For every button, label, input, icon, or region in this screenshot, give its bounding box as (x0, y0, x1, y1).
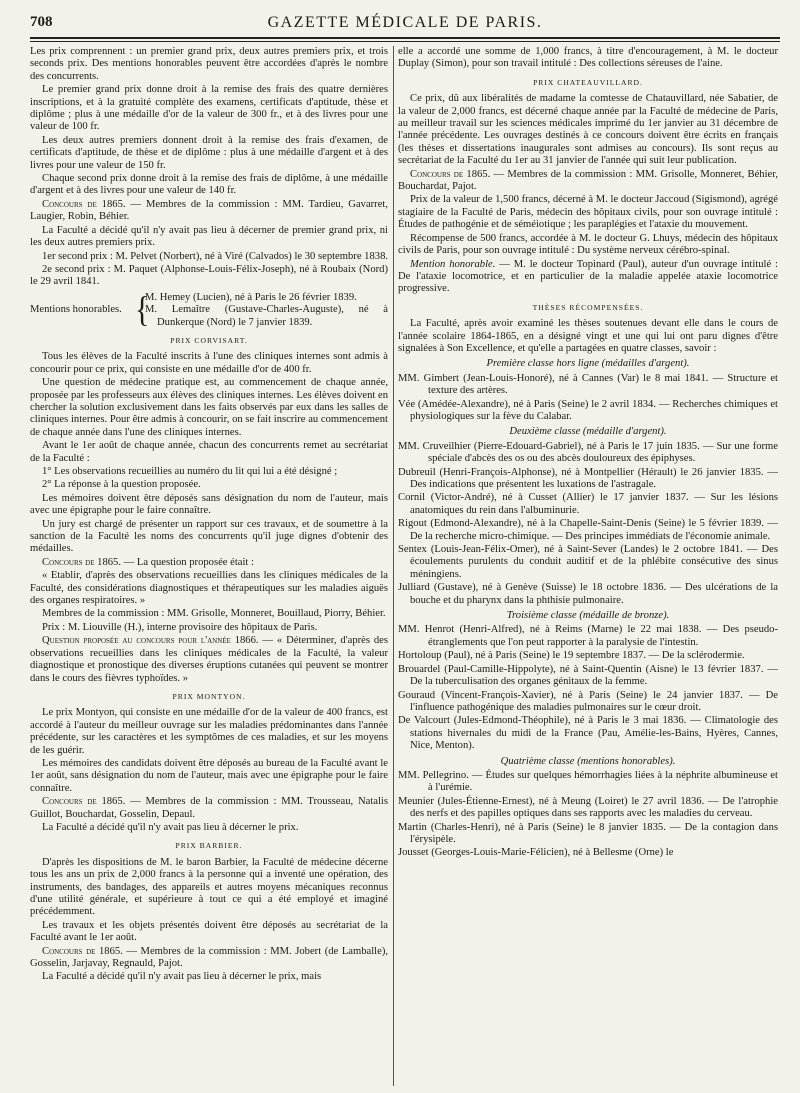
mention-item: M. Lemaître (Gustave-Charles-Auguste), né à Dunkerque (Nord) le 7 janvier 1839. (145, 304, 388, 328)
paragraph: D'après les dispositions de M. le baron Barbier, la Faculté de médecine décerne tous les ans un prix de 2,000 francs à la personne qui a inventé une opération, des instruments, des bandages, des appareils et autres moyens mécaniques reconnus d'une utilité générale, et supérieure à tout ce qui a été employé et imaginé précédemment. (30, 856, 388, 918)
paragraph: Le premier grand prix donne droit à la remise des frais des quatre dernières inscriptions, et à la gratuité complète des examens, certificats d'aptitude, thèse et diplôme ; plus à une médaille d'or de la valeur de 300 fr., et à des livres pour une valeur de 100 fr. (30, 84, 388, 133)
section-heading: PRIX BARBIER. (175, 841, 243, 851)
header-rule (30, 37, 780, 39)
paragraph: Récompense de 500 francs, accordée à M. le docteur G. Lhuys, médecin des hôpitaux civils de Paris, pour son ouvrage intitulé : Du système nerveux cérébro-spinal. (398, 232, 778, 257)
thesis-entry: Rigout (Edmond-Alexandre), né à la Chapelle-Saint-Denis (Seine) le 5 février 1839. — De la recherche micro-chimique. — Des principes immédiats de l'économie animale. (398, 518, 778, 542)
paragraph: Avant le 1er août de chaque année, chacun des concurrents remet au secrétariat de la Faculté : (30, 440, 388, 464)
thesis-entry: MM. Henrot (Henri-Alfred), né à Reims (Marne) le 22 mai 1838. — Des pseudo-étranglements que l'on peut rapporter à la paralysie de l'intestin. (398, 624, 778, 648)
paragraph: Les deux autres premiers donnent droit à la remise des frais d'examen, de certificats d'aptitude, de thèse et de diplôme : plus à une médaille d'argent et à des livres pour une valeur de 150 fr. (30, 134, 388, 171)
paragraph: Une question de médecine pratique est, au commencement de chaque année, proposée par les professeurs aux élèves des cliniques internes. Les élèves doivent en chercher la solution exclusivement dans les faits observés par eux dans les salles de cliniques internes. Pour être admis à concourir, on se fait inscrire au commencement de chaque année dans l'une des cliniques internes. (30, 377, 388, 438)
lead-label: Mention honorable. (410, 258, 496, 270)
lead-label: Concours de 1865. (42, 198, 126, 210)
paragraph: Prix de la valeur de 1,500 francs, décerné à M. le docteur Jaccoud (Sigismond), agrégé stagiaire de la Faculté de Paris, médecin des hôpitaux civils, pour son ouvrage intitulé : Études de pathogénie et de séméiotique ; les paraplégies et l'ataxie du mouvement. (398, 194, 778, 231)
paragraph-text: — Membres de la commission : MM. Tardieu, Gavarret, Laugier, Robin, Béhier. (30, 198, 388, 223)
mention-item: M. Hemey (Lucien), né à Paris le 26 février 1839. (145, 291, 357, 303)
paragraph: Ce prix, dû aux libéralités de madame la comtesse de Chatauvillard, née Sabatier, de la valeur de 2,000 francs, est décerné chaque année par la Faculté de médecine de Paris, au meilleur travail sur les sciences médicales imprimé du 1er janvier au 31 décembre de l'année précédente. Les ouvrages destinés à ce concours doivent être écrits en français (les thèses et dissertations inaugurales sont admises au concours). Ils sont reçus au secrétariat de la Faculté du 1er au 31 janvier de l'année qui suit leur publication. (398, 93, 778, 167)
class-heading: Troisième classe (médaille de bronze). (506, 610, 670, 622)
thesis-entry: MM. Gimbert (Jean-Louis-Honoré), né à Cannes (Var) le 8 mai 1841. — Structure et texture des artères. (398, 372, 778, 397)
section-heading: PRIX CHATEAUVILLARD. (533, 77, 643, 87)
paragraph: Les travaux et les objets présentés doivent être déposés au secrétariat de la Faculté avant le 1er août. (30, 919, 388, 944)
lead-label: Concours de 1865. (42, 945, 123, 957)
mentions-list (145, 292, 388, 329)
column-divider (393, 46, 394, 1086)
thesis-entry: MM. Pellegrino. — Études sur quelques hémorrhagies liées à la néphrite albumineuse et à l'urémie. (398, 769, 778, 794)
page-number: 708 (30, 14, 53, 30)
thesis-entry: Cornil (Victor-André), né à Cusset (Allier) le 17 janvier 1837. — Sur les lésions anatomiques du rein dans l'albuminurie. (398, 492, 778, 516)
paragraph: La Faculté, après avoir examiné les thèses soutenues devant elle dans le cours de l'année scolaire 1864-1865, en a désigné vingt et une qui lui ont paru dignes d'être signalées à Son Excellence, et qu'elle a partagées en quatre classes, savoir : (398, 318, 778, 354)
mentions-label: Mentions honorables. (30, 304, 122, 316)
class-heading: Deuxième classe (médaille d'argent). (509, 426, 667, 438)
thesis-entry: Vée (Amédée-Alexandre), né à Paris (Seine) le 2 avril 1834. — Recherches chimiques et physiologiques sur la fève du Calabar. (398, 398, 778, 422)
right-column (398, 46, 778, 1086)
paragraph: 1° Les observations recueillies au numéro du lit qui lui a été désigné ; (42, 466, 338, 477)
paragraph-text: — Membres de la commission : MM. Trousseau, Natalis Guillot, Bouchardat, Gosselin, Depaul. (30, 796, 388, 820)
section-heading: PRIX MONTYON. (172, 691, 246, 701)
paragraph (30, 199, 388, 224)
thesis-entry: Gouraud (Vincent-François-Xavier), né à Paris (Seine) le 24 janvier 1837. — De l'influence pathogénique des maladies pulmonaires sur le cœur droit. (398, 689, 778, 713)
paragraph: Prix : M. Liouville (H.), interne provisoire des hôpitaux de Paris. (42, 621, 318, 633)
paragraph: Membres de la commission : MM. Grisolle, Monneret, Bouillaud, Piorry, Béhier. (42, 608, 386, 620)
paragraph-text: — M. le docteur Topinard (Paul), auteur d'un ouvrage intitulé : De l'ataxie locomotrice, et en particulier de la maladie appelée ataxie locomotrice progressive. (398, 258, 778, 295)
lead-label: Concours de 1865. (410, 168, 491, 180)
paragraph: 2° La réponse à la question proposée. (42, 479, 201, 491)
paragraph: Un jury est chargé de présenter un rapport sur ces travaux, et de soumettre à la sanction de la Faculté les noms des concurrents qu'il juge dignes d'obtenir des médailles. (30, 518, 388, 555)
paragraph (398, 259, 778, 296)
paragraph: 2e second prix : M. Paquet (Alphonse-Louis-Félix-Joseph), né à Roubaix (Nord) le 29 avril 1841. (30, 263, 388, 288)
left-column (30, 46, 388, 1086)
paragraph: Tous les élèves de la Faculté inscrits à l'une des cliniques internes sont admis à concourir pour ce prix, qui consiste en une médaille d'or de 400 fr. (30, 351, 388, 375)
thesis-entry: De Valcourt (Jules-Edmond-Théophile), né à Paris le 3 mai 1836. — Climatologie des stations hivernales du midi de la France (Pau, Amélie-les-Bains, Hyères, Cannes, Nice, Menton). (398, 715, 778, 752)
paragraph: La Faculté a décidé qu'il n'y avait pas lieu à décerner de premier grand prix, ni les deux autres premiers prix. (30, 224, 388, 249)
thesis-entry: Dubreuil (Henri-François-Alphonse), né à Montpellier (Hérault) le 26 janvier 1835. — Des indications que présentent les luxations de l'astragale. (398, 466, 778, 490)
paragraph: La Faculté a décidé qu'il n'y avait pas lieu à décerner le prix. (42, 821, 299, 833)
paragraph (30, 557, 388, 569)
lead-label: Concours de 1865. (42, 796, 126, 808)
paragraph-text: — Membres de la commission : MM. Grisolle, Monneret, Béhier, Bouchardat, Pajot. (398, 168, 778, 193)
mentions-block (30, 289, 388, 330)
paragraph: Les prix comprennent : un premier grand prix, deux autres premiers prix, et trois seconds prix. Des mentions honorables peuvent être accordées d'après le nombre des concurrents. (30, 46, 388, 82)
thesis-entry: Julliard (Gustave), né à Genève (Suisse) le 18 octobre 1836. — Des ulcérations de la bouche et du pharynx dans la phthisie pulmonaire. (398, 582, 778, 606)
thesis-entry: Meunier (Jules-Étienne-Ernest), né à Meung (Loiret) le 27 avril 1836. — De l'atrophie des nerfs et des papilles optiques dans ses rapports avec les maladies du cerveau. (398, 795, 778, 820)
paragraph (398, 169, 778, 194)
class-heading: Quatrième classe (mentions honorables). (500, 755, 676, 767)
paragraph (30, 946, 388, 971)
paragraph: elle a accordé une somme de 1,000 francs, à titre d'encouragement, à M. le docteur Duplay (Simon), pour son travail intitulé : Des collections séreuses de l'aine. (398, 46, 778, 70)
paragraph-text: — La question proposée était : (120, 556, 254, 568)
thesis-entry: Hortoloup (Paul), né à Paris (Seine) le 19 septembre 1837. — De la sclérodermie. (398, 650, 745, 662)
paragraph: « Etablir, d'après des observations recueillies dans les cliniques médicales de la Faculté, des considérations diagnostiques et thérapeutiques sur les maladies aiguës des organes respiratoires. » (30, 570, 388, 607)
page-header (30, 14, 780, 36)
paragraph (30, 796, 388, 821)
paragraph (30, 635, 388, 685)
thesis-entry: Martin (Charles-Henri), né à Paris (Seine) le 8 janvier 1835. — De la contagion dans l'érysipèle. (398, 821, 778, 845)
thesis-entry: Jousset (Georges-Louis-Marie-Félicien), né à Bellesme (Orne) le (398, 847, 674, 859)
paragraph-text: — Membres de la commission : MM. Jobert (de Lamballe), Gosselin, Jarjavay, Regnauld, Pajot. (30, 945, 388, 970)
paragraph: Les mémoires doivent être déposés sans désignation du nom de l'auteur, mais avec une épigraphe pour le faire connaître. (30, 492, 388, 517)
brace-icon: { (135, 289, 150, 330)
lead-label: Question proposée au concours pour l'année 1866. (42, 635, 259, 647)
paragraph: La Faculté a décidé qu'il n'y avait pas lieu à décerner le prix, mais (42, 971, 322, 983)
thesis-entry: Brouardel (Paul-Camille-Hippolyte), né à Saint-Quentin (Aisne) le 13 février 1837. — De la tuberculisation des organes génitaux de la femme. (398, 663, 778, 688)
section-heading: PRIX CORVISART. (170, 335, 248, 345)
section-heading: THÈSES RÉCOMPENSÉES. (532, 302, 644, 312)
paragraph: Chaque second prix donne droit à la remise des frais de diplôme, à une médaille d'argent et à des livres pour une valeur de 140 fr. (30, 173, 388, 197)
paragraph-text: — « Déterminer, d'après des observations recueillies dans les cliniques médicales de la Faculté, la valeur diagnostique et pronostique des diverses éruptions cutanées qui peuvent se montrer dans le cours des fièvres typhoïdes. » (30, 635, 388, 684)
thesis-entry: Sentex (Louis-Jean-Félix-Omer), né à Saint-Sever (Landes) le 2 octobre 1841. — Des écoulements purulents du conduit auditif et de la phlébite consécutive des sinus méningiens. (398, 544, 778, 580)
paragraph: 1er second prix : M. Pelvet (Norbert), né à Viré (Calvados) le 30 septembre 1838. (42, 250, 388, 262)
lead-label: Concours de 1865. (42, 556, 121, 568)
journal-title: GAZETTE MÉDICALE DE PARIS. (267, 14, 543, 31)
class-heading: Première classe hors ligne (médailles d'argent). (486, 358, 690, 370)
paragraph: Les mémoires des candidats doivent être déposés au bureau de la Faculté avant le 1er août, sans désignation du nom de l'auteur, mais avec une épigraphe pour le faire connaître. (30, 757, 388, 794)
thesis-entry: MM. Cruveilhier (Pierre-Edouard-Gabriel), né à Paris le 17 juin 1835. — Sur une forme spéciale d'abcès des os ou des abcès douloureux des épiphyses. (398, 440, 778, 465)
paragraph: Le prix Montyon, qui consiste en une médaille d'or de la valeur de 400 francs, est accordé à l'auteur du meilleur ouvrage sur les maladies prédominantes dans l'année précédente, sur les caractères et les symptômes de ces maladies, et sur les moyens de les guérir. (30, 707, 388, 756)
header-rule-thin (30, 41, 780, 42)
